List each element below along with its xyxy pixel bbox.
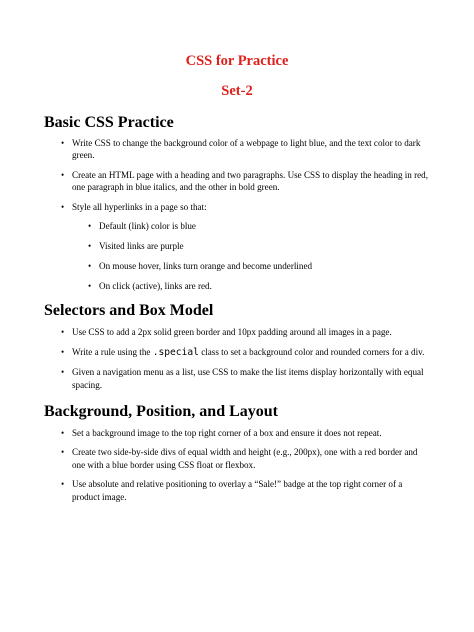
- section-background-position-layout: [44, 402, 430, 503]
- document-content: [44, 110, 430, 510]
- list-item-text-before: Write a rule using the: [72, 346, 153, 357]
- section-basic-css: [44, 113, 430, 292]
- inline-code: .special: [152, 346, 199, 358]
- list-item: • Use absolute and relative positioning to overlay a “Sale!” badge at the top right corner of a product image.: [44, 478, 430, 503]
- bullet-list: [44, 427, 430, 503]
- section-heading: Selectors and Box Model: [44, 302, 214, 320]
- sub-bullet-list: [72, 220, 430, 292]
- sub-list-item: • Default (link) color is blue: [72, 220, 430, 232]
- list-item-text-after: class to set a background color and rounded corners for a div.: [198, 346, 425, 357]
- list-item: • Write CSS to change the background color of a webpage to light blue, and the text color to dark green.: [44, 137, 430, 162]
- section-heading: Basic CSS Practice: [44, 114, 174, 131]
- section-heading: Background, Position, and Layout: [44, 403, 278, 421]
- list-item-text: Style all hyperlinks in a page so that:: [72, 201, 207, 212]
- sub-list-item: • Visited links are purple: [72, 240, 430, 252]
- list-item: • Create an HTML page with a heading and two paragraphs. Use CSS to display the heading in red, one paragraph in blue italics, and the other in bold green.: [44, 169, 430, 194]
- list-item: • Set a background image to the top right corner of a box and ensure it does not repeat.: [44, 427, 430, 439]
- list-item: • Create two side-by-side divs of equal width and height (e.g., 200px), one with a red border and one with a blue border using CSS float or flexbox.: [44, 446, 430, 471]
- document-title: CSS for Practice: [185, 53, 289, 69]
- list-item: • Given a navigation menu as a list, use CSS to make the list items display horizontally with equal spacing.: [44, 366, 430, 391]
- document-subtitle: Set-2: [221, 83, 253, 99]
- sub-list-item: • On click (active), links are red.: [72, 280, 430, 292]
- bullet-list: [44, 326, 430, 391]
- list-item: [44, 201, 430, 293]
- sub-list-item: • On mouse hover, links turn orange and become underlined: [72, 260, 430, 272]
- section-selectors-box-model: [44, 301, 430, 391]
- list-item: [44, 346, 430, 359]
- list-item: • Use CSS to add a 2px solid green border and 10px padding around all images in a page.: [44, 326, 430, 338]
- bullet-list: [44, 137, 430, 292]
